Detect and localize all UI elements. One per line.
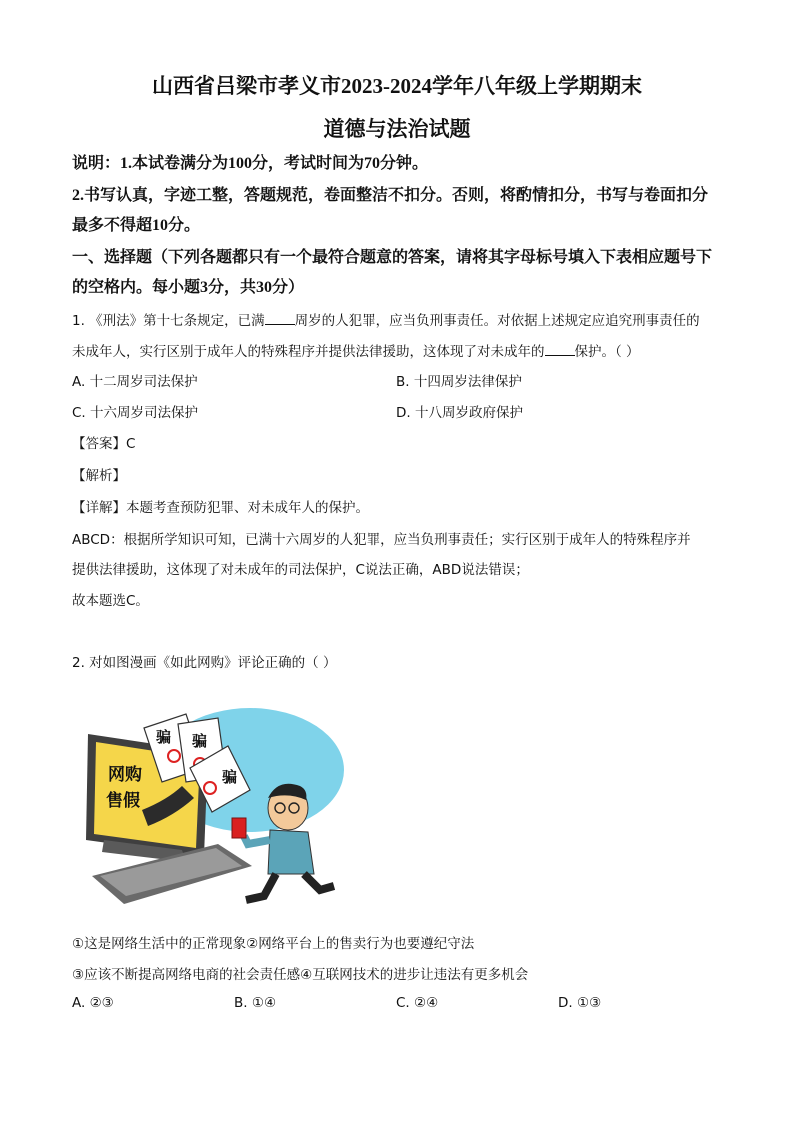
question-2-option-c: C. ②④ (396, 995, 439, 1011)
section-heading: 一、选择题（下列各题都只有一个最符合题意的答案，请将其字母标号填入下表相应题号下 (72, 249, 713, 266)
red-envelope-icon (232, 818, 246, 838)
question-1-stem-part: 周岁的人犯罪，应当负刑事责任。对依据上述规定应追究刑事责任的 (294, 313, 700, 329)
instruction-note-2: 2.书写认真，字迹工整，答题规范，卷面整洁不扣分。否则，将酌情扣分，书写与卷面扣分 (72, 187, 709, 204)
exam-title: 山西省吕梁市孝义市2023-2024学年八年级上学期期末 (152, 74, 642, 98)
question-1-option-c: C. 十六周岁司法保护 (72, 405, 199, 421)
fraud-paper-2-text: 骗 (192, 732, 208, 750)
question-2-option-b: B. ①④ (234, 995, 277, 1011)
screen-text-2: 售假 (106, 791, 140, 811)
question-1-stem (72, 309, 700, 329)
question-1-detail: 【详解】本题考查预防犯罪、对未成年人的保护。 (72, 500, 369, 516)
answer-blank (265, 312, 295, 325)
question-2-statements-3-4: ③应该不断提高网络电商的社会责任感④互联网技术的进步让违法有更多机会 (72, 967, 529, 983)
screen-text-1: 网购 (108, 765, 142, 785)
question-1-analysis-label: 【解析】 (72, 468, 126, 484)
instruction-note-1: 说明：1.本试卷满分为100分，考试时间为70分钟。 (72, 155, 429, 172)
exam-subtitle: 道德与法治试题 (323, 117, 471, 141)
question-1-conclusion: 故本题选C。 (72, 593, 149, 609)
question-1-answer: 【答案】C (72, 436, 136, 452)
question-1-stem-part: 未成年人，实行区别于成年人的特殊程序并提供法律援助，这体现了对未成年的 (72, 344, 545, 360)
instruction-note-2-continued: 最多不得超10分。 (72, 217, 201, 234)
question-1-stem-part: 1. 《刑法》第十七条规定，已满 (72, 313, 265, 329)
question-1-option-a: A. 十二周岁司法保护 (72, 374, 198, 390)
fraud-paper-1-text: 骗 (156, 728, 172, 746)
answer-blank (545, 343, 575, 356)
question-1-stem-line-2 (72, 340, 640, 360)
question-2-option-a: A. ②③ (72, 995, 114, 1011)
question-1-stem-part: 保护。（ ） (574, 344, 640, 360)
section-heading-continued: 的空格内。每小题3分，共30分） (72, 279, 305, 296)
question-2-stem: 2. 对如图漫画《如此网购》评论正确的（ ） (72, 655, 337, 671)
question-2-statements-1-2: ①这是网络生活中的正常现象②网络平台上的售卖行为也要遵纪守法 (72, 936, 475, 952)
fraud-paper-3-text: 骗 (222, 768, 238, 786)
question-1-explanation-continued: 提供法律援助，这体现了对未成年的司法保护，C说法正确，ABD说法错误； (72, 562, 529, 578)
question-1-option-b: B. 十四周岁法律保护 (396, 374, 522, 390)
online-shopping-fraud-cartoon (82, 690, 344, 910)
question-1-explanation: ABCD：根据所学知识可知，已满十六周岁的人犯罪，应当负刑事责任；实行区别于成年人的特殊程序并 (72, 532, 691, 548)
question-1-option-d: D. 十八周岁政府保护 (396, 405, 523, 421)
question-2-option-d: D. ①③ (558, 995, 602, 1011)
